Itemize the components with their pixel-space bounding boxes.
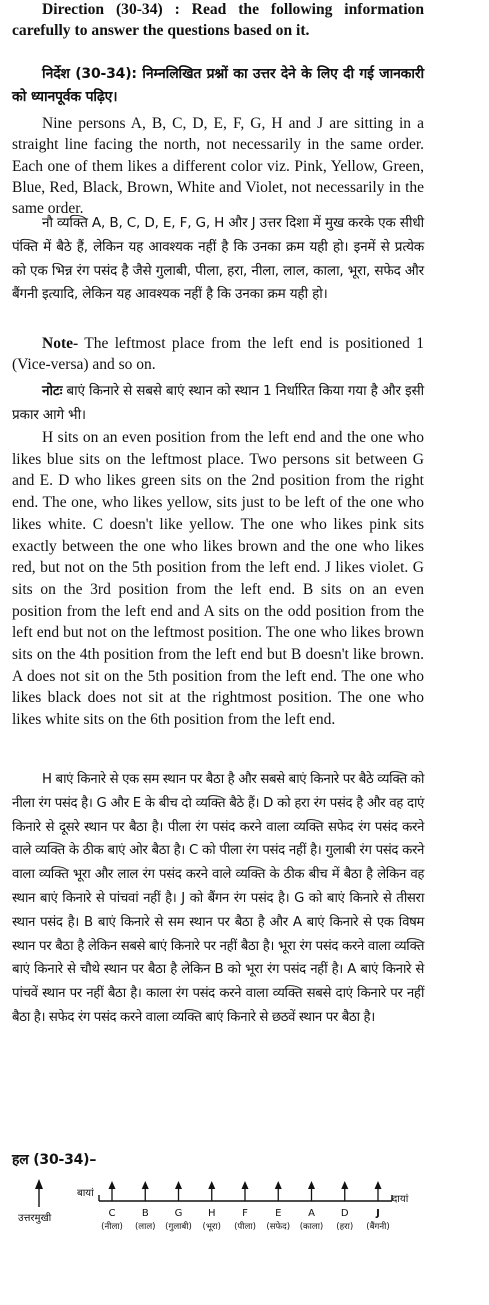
- seat-person-color: (काला): [299, 1222, 324, 1232]
- seating-diagram: [14, 1175, 434, 1253]
- intro-hindi: नौ व्यक्ति A, B, C, D, E, F, G, H और J उत्तर दिशा में मुख करके एक सीधी पंक्ति में बैठे हैं, लेकिन यह आवश्यक नहीं है कि उनका क्रम यही हो। इनमें से प्रत्येक को एक भिन्न रंग पसंद है जैसे गुलाबी, पीला, हरा, नीला, लाल, काला, भूरा, सफेद और बैंगनी इत्यादि, लेकिन यह आवश्यक नहीं है कि उनका क्रम यही हो।: [12, 215, 424, 303]
- right-label: दायां: [392, 1194, 409, 1205]
- seat-person-color: (नीला): [101, 1222, 123, 1232]
- seat-arrow-icon: [375, 1181, 382, 1201]
- seat-arrow-icon: [142, 1181, 149, 1201]
- seat-person-color: (हरा): [336, 1222, 354, 1232]
- note-text: The leftmost place from the left end is positioned 1 (Vice-versa) and so on.: [12, 335, 424, 374]
- seat-arrow-icon: [308, 1181, 315, 1201]
- seat-person-color: (बैंगनी): [366, 1222, 390, 1232]
- note-hindi-text: बाएं किनारे से सबसे बाएं स्थान को स्थान 1 निर्धारित किया गया है और इसी प्रकार आगे भी।: [12, 383, 424, 423]
- seat-person-name: H: [207, 1208, 216, 1219]
- seat-person-color: (पीला): [234, 1222, 256, 1232]
- note-hindi-label: नोटः: [42, 383, 63, 399]
- seat-arrow-icon: [208, 1181, 215, 1201]
- seat-arrow-icon: [109, 1181, 116, 1201]
- direction-hindi: निर्देश (30-34): निम्नलिखित प्रश्नों का उत्तर देने के लिए दी गई जानकारी को ध्यानपूर्वक पढ़िए।: [12, 66, 424, 105]
- north-label: उत्तरमुखी: [18, 1213, 52, 1224]
- seat-person-name: E: [275, 1208, 282, 1219]
- intro-english: Nine persons A, B, C, D, E, F, G, H and J are sitting in a straight line facing the north, not necessarily in the same order. Each one of them likes a different color viz. Pink, Yellow, Green, Blue, Red, Black, Brown, White and Violet, not necessarily in the same order.: [12, 115, 424, 218]
- direction-english: Direction (30-34) : Read the following information carefully to answer the questions based on it.: [12, 1, 424, 39]
- note-label: Note-: [42, 335, 79, 352]
- seat-person-color: (गुलाबी): [165, 1222, 192, 1232]
- seat-person-name: G: [174, 1208, 183, 1219]
- seat-person-color: (लाल): [134, 1222, 156, 1232]
- seat-arrow-icon: [275, 1181, 282, 1201]
- puzzle-english: H sits on an even position from the left end and the one who likes blue sits on the leftmost place. Two persons sit between G and E. D who likes green sits on the 2nd position from the right end. The one, who likes yellow, sits just to be left of the one who likes white. C doesn't like yellow. The one who likes pink sits exactly between the one who likes brown and the one who likes red, but not on the 5th position from the left end. J likes violet. G sits on the 3rd position from the left end. B sits on an even position from the left end and A sits on the odd position from the left end but not on the leftmost position. The one who likes brown sits on the 4th position from the left end but B doesn't like brown. A does not sit on the 5th position from the left end. The one who likes black does not sit at the rightmost position. The one who likes white sits on the 6th position from the left end.: [12, 429, 424, 729]
- seat-person-name: B: [141, 1208, 149, 1219]
- north-arrow-icon: [35, 1179, 43, 1207]
- solution-label: हल (30-34)–: [12, 1152, 97, 1168]
- seat-person-name: C: [108, 1208, 116, 1219]
- seat-arrow-icon: [341, 1181, 348, 1201]
- seat-person-name: F: [242, 1208, 248, 1219]
- seat-person-name: A: [308, 1208, 315, 1219]
- seat-person-name: D: [340, 1208, 349, 1219]
- seat-arrow-icon: [242, 1181, 249, 1201]
- seat-person-name: J: [376, 1208, 380, 1219]
- left-label: बायां: [77, 1188, 94, 1199]
- seat-person-color: (सफेद): [266, 1222, 291, 1232]
- seat-person-color: (भूरा): [202, 1222, 221, 1232]
- note-english: [12, 333, 424, 376]
- puzzle-hindi: H बाएं किनारे से एक सम स्थान पर बैठा है और सबसे बाएं किनारे पर बैठे व्यक्ति को नीला रंग पसंद है। G और E के बीच दो व्यक्ति बैठे हैं। D को हरा रंग पसंद है और वह दाएं किनारे से दूसरे स्थान पर बैठा है। पीला रंग पसंद करने वाला व्यक्ति सफेद रंग पसंद करने वाले व्यक्ति के ठीक बाएं ओर बैठा है। C को पीला रंग पसंद नहीं है। गुलाबी रंग पसंद करने वाला व्यक्ति भूरा और लाल रंग पसंद करने वाले व्यक्ति के ठीक बीच में बैठा है लेकिन वह स्थान बाएं किनारे से पांचवां नहीं है। J को बैंगन रंग पसंद है। G को बाएं किनारे से तीसरा स्थान पसंद है। B बाएं किनारे से सम स्थान पर बैठा है और A बाएं किनारे से एक विषम स्थान पर बैठा है लेकिन सबसे बाएं किनारे पर नहीं बैठा है। भूरा रंग पसंद करने वाला व्यक्ति बाएं किनारे से चौथे स्थान पर बैठा है लेकिन B को भूरा रंग पसंद नहीं है। A बाएं किनारे से पांचवें स्थान पर नहीं बैठा है। काला रंग पसंद करने वाला व्यक्ति सबसे दाएं किनारे पर नहीं बैठा है। सफेद रंग पसंद करने वाला व्यक्ति बाएं किनारे से छठवें स्थान पर बैठा है।: [12, 772, 424, 1025]
- seat-arrow-icon: [175, 1181, 182, 1201]
- note-hindi: [12, 380, 424, 428]
